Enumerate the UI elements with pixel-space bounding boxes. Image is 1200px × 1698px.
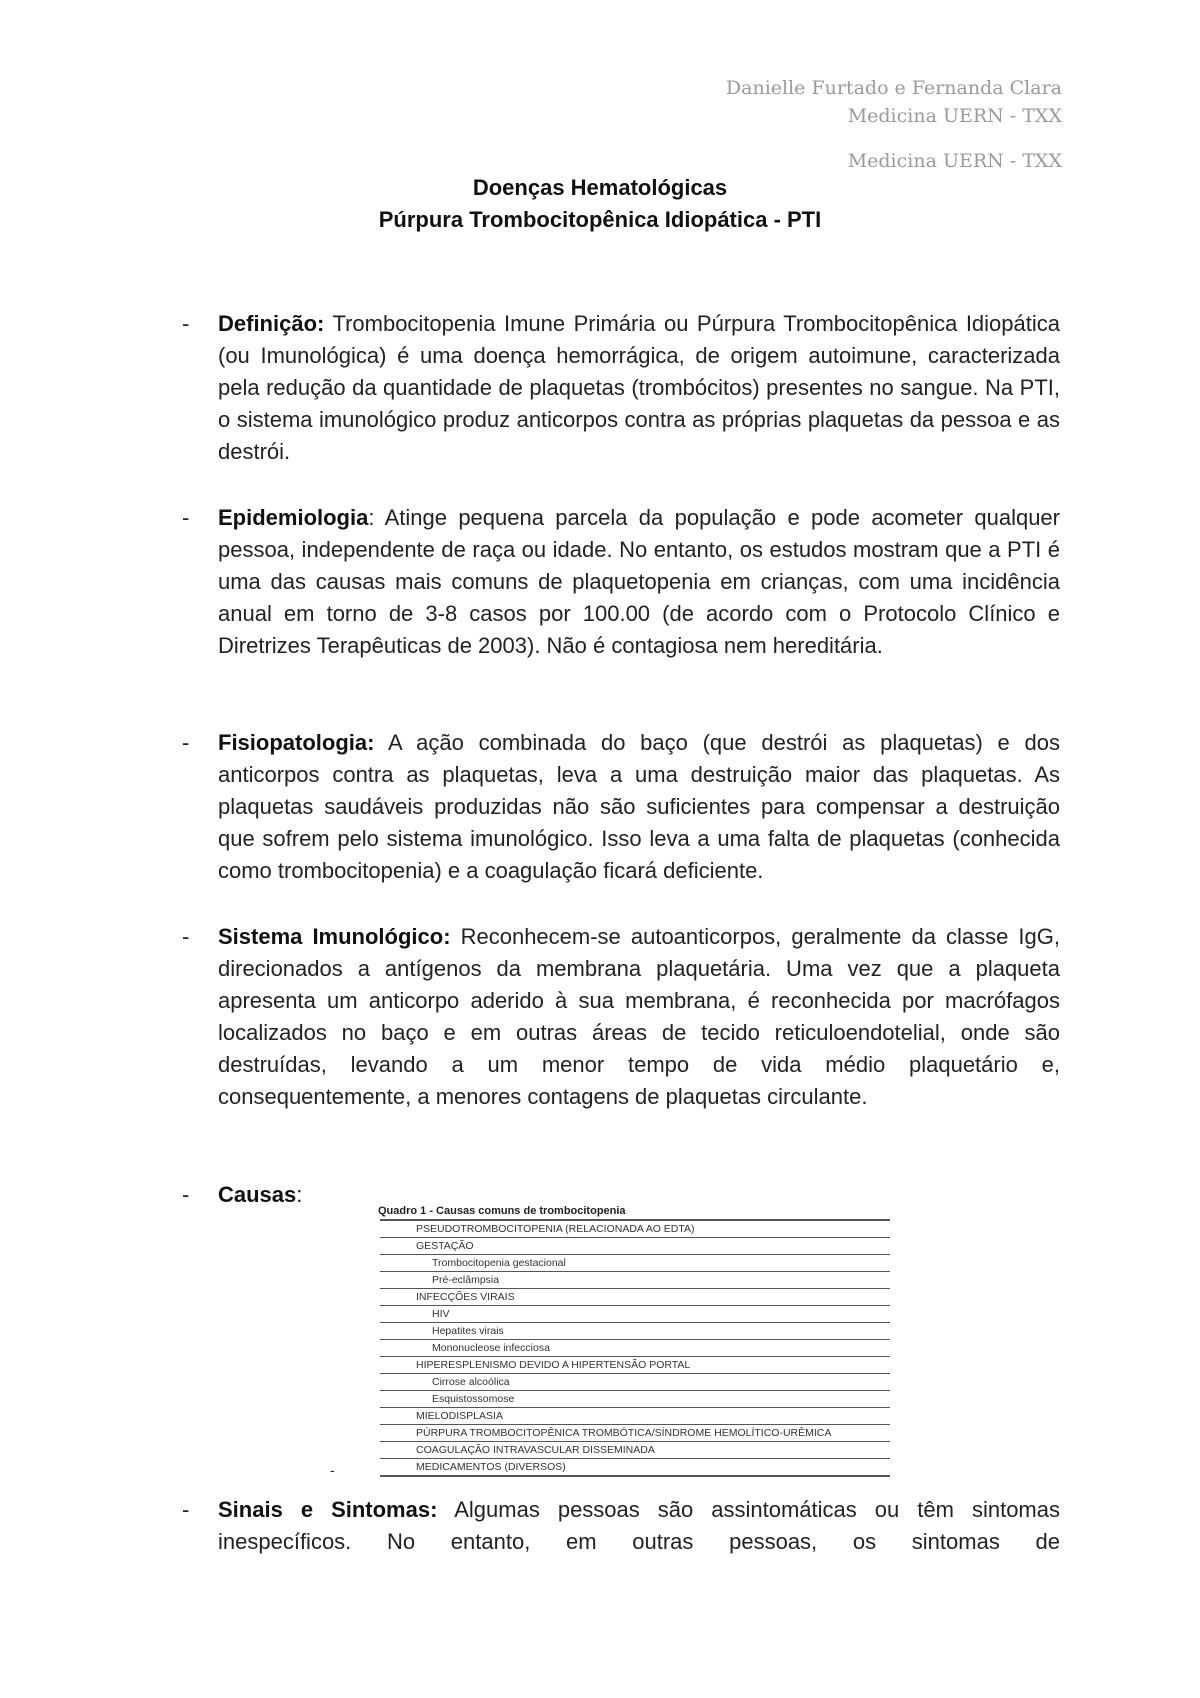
section-heading: Fisiopatologia:: [218, 730, 375, 755]
table-row: COAGULAÇÃO INTRAVASCULAR DISSEMINADA: [380, 1442, 890, 1459]
section-heading: Sinais e Sintomas:: [218, 1497, 438, 1522]
section-body: Algumas pessoas são assintomáticas ou têm sintomas inespecíficos. No entanto, em outras pessoas, os sintomas de: [218, 1497, 1060, 1554]
section-body: Reconhecem-se autoanticorpos, geralmente da classe IgG, direcionados a antígenos da membrana plaquetária. Uma vez que a plaqueta apresenta um anticorpo aderido à sua membrana, é reconhecida por macrófagos localizados no baço e em outras áreas de tecido reticuloendotelial, onde são destruídas, levando a um menor tempo de vida médio plaquetário e, consequentemente, a menores contagens de plaquetas circulante.: [218, 924, 1060, 1109]
table-row: Trombocitopenia gestacional: [380, 1255, 890, 1272]
section-heading: Epidemiologia: [218, 505, 369, 530]
section-epidemiologia: [218, 502, 1060, 662]
table-row: HIV: [380, 1306, 890, 1323]
section-heading: Definição:: [218, 311, 325, 336]
section-body: Trombocitopenia Imune Primária ou Púrpura Trombocitopênica Idiopática (ou Imunológica) é uma doença hemorrágica, de origem autoimune, caracterizada pela redução da quantidade de plaquetas (trombócitos) presentes no sangue. Na PTI, o sistema imunológico produz anticorpos contra as próprias plaquetas da pessoa e as destrói.: [218, 311, 1060, 464]
causes-table-figure: [378, 1203, 890, 1477]
table-row: Mononucleose infecciosa: [380, 1340, 890, 1357]
table-row: Esquistossomose: [380, 1391, 890, 1408]
document-subtitle: Púrpura Trombocitopênica Idiopática - PTI: [378, 207, 822, 232]
table-row: INFECÇÕES VIRAIS: [380, 1289, 890, 1306]
header-course: Medicina UERN - TXX: [847, 105, 1062, 127]
stray-dash-mark: -: [330, 1462, 335, 1478]
section-definicao: [218, 308, 1060, 468]
section-fisiopatologia: [218, 727, 1060, 887]
table-row: PSEUDOTROMBOCITOPENIA (RELACIONADA AO EDTA): [380, 1221, 890, 1238]
table-row: Cirrose alcoólica: [380, 1374, 890, 1391]
header-course-repeat: Medicina UERN - TXX: [847, 150, 1062, 172]
table-row: MIELODISPLASIA: [380, 1408, 890, 1425]
document-title: Doenças Hematológicas: [472, 175, 728, 200]
table-row: PÚRPURA TROMBOCITOPÊNICA TROMBÓTICA/SÍNDROME HEMOLÍTICO-URÊMICA: [380, 1425, 890, 1442]
section-body: :: [296, 1182, 303, 1207]
table-row: MEDICAMENTOS (DIVERSOS): [380, 1459, 890, 1477]
table-row: Hepatites virais: [380, 1323, 890, 1340]
bullet-dash: -: [182, 1182, 190, 1207]
bullet-dash: -: [182, 505, 190, 530]
causes-table: [380, 1219, 890, 1477]
section-sistema-imunologico: [218, 921, 1060, 1113]
header-authors: Danielle Furtado e Fernanda Clara: [725, 77, 1062, 99]
bullet-dash: -: [182, 1497, 190, 1522]
bullet-dash: -: [182, 730, 190, 755]
section-heading: Sistema Imunológico:: [218, 924, 451, 949]
section-sinais-sintomas: [218, 1494, 1060, 1558]
table-row: Pré-eclâmpsia: [380, 1272, 890, 1289]
section-heading: Causas: [218, 1182, 297, 1207]
bullet-dash: -: [182, 924, 190, 949]
table-caption: Quadro 1 - Causas comuns de trombocitopenia: [378, 1205, 626, 1217]
bullet-dash: -: [182, 311, 190, 336]
section-body: : Atinge pequena parcela da população e pode acometer qualquer pessoa, independente de raça ou idade. No entanto, os estudos mostram que a PTI é uma das causas mais comuns de plaquetopenia em crianças, com uma incidência anual em torno de 3-8 casos por 100.00 (de acordo com o Protocolo Clínico e Diretrizes Terapêuticas de 2003). Não é contagiosa nem hereditária.: [218, 505, 1060, 658]
section-body: A ação combinada do baço (que destrói as plaquetas) e dos anticorpos contra as plaquetas, leva a uma destruição maior das plaquetas. As plaquetas saudáveis produzidas não são suficientes para compensar a destruição que sofrem pelo sistema imunológico. Isso leva a uma falta de plaquetas (conhecida como trombocitopenia) e a coagulação ficará deficiente.: [218, 730, 1060, 883]
table-row: HIPERESPLENISMO DEVIDO A HIPERTENSÃO PORTAL: [380, 1357, 890, 1374]
table-row: GESTAÇÃO: [380, 1238, 890, 1255]
